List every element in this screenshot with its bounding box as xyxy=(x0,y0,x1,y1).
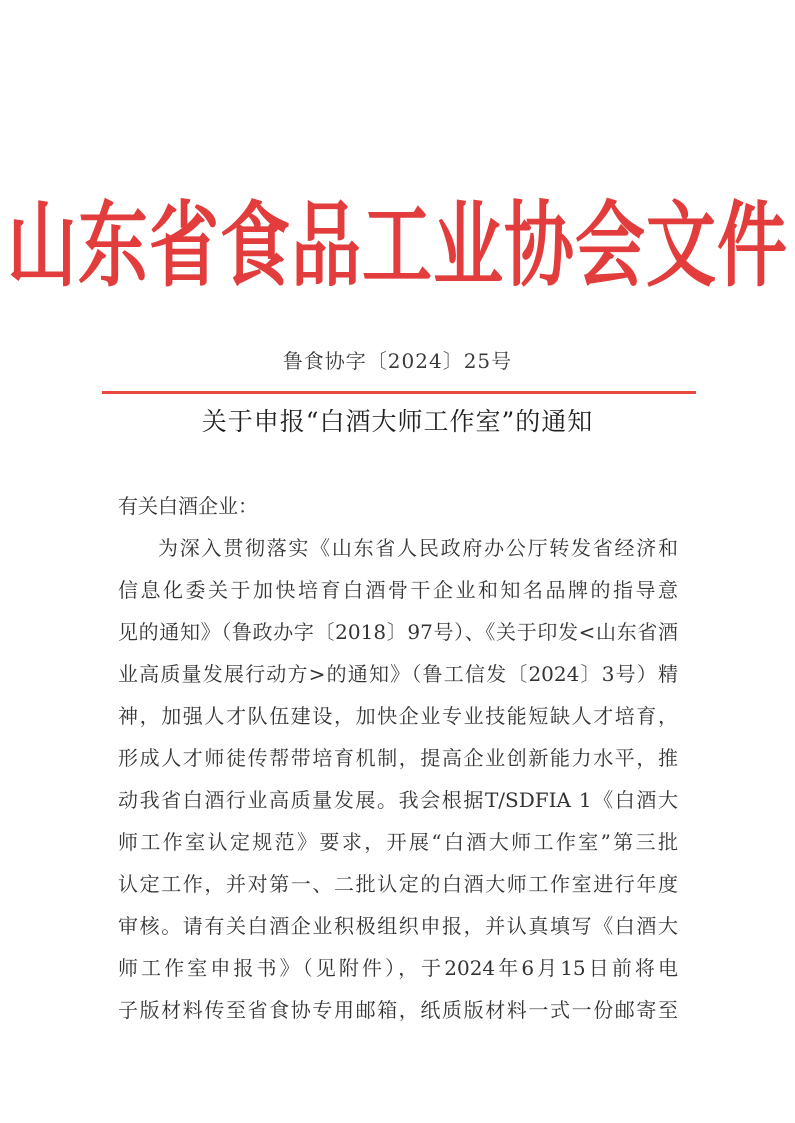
document-number: 鲁食协字〔2024〕25号 xyxy=(282,349,513,373)
issuer-masthead: 山东省食品工业协会文件 xyxy=(7,190,788,301)
body-line: 动我省白酒行业高质量发展。我会根据T/SDFIA 1《白酒大 xyxy=(118,788,678,812)
body-line: 信息化委关于加快培育白酒骨干企业和知名品牌的指导意 xyxy=(118,578,678,602)
body-line: 业高质量发展行动方>的通知》（鲁工信发〔2024〕3号）精 xyxy=(118,662,678,686)
body-line: 形成人才师徒传帮带培育机制，提高企业创新能力水平，推 xyxy=(118,746,678,770)
body-line: 审核。请有关白酒企业积极组织申报，并认真填写《白酒大 xyxy=(118,914,678,938)
body-line: 见的通知》（鲁政办字〔2018〕97号）、《关于印发<山东省酒 xyxy=(118,620,678,644)
notice-title: 关于申报“白酒大师工作室”的通知 xyxy=(201,407,594,436)
salutation: 有关白酒企业： xyxy=(118,494,258,518)
body-line: 为深入贯彻落实《山东省人民政府办公厅转发省经济和 xyxy=(158,536,678,560)
body-line: 子版材料传至省食协专用邮箱，纸质版材料一式一份邮寄至 xyxy=(118,998,678,1022)
body-line: 师工作室申报书》（见附件），于2024年6月15日前将电 xyxy=(118,956,678,980)
body-line: 认定工作，并对第一、二批认定的白酒大师工作室进行年度 xyxy=(118,872,678,896)
red-divider-line xyxy=(102,391,696,394)
body-line: 神，加强人才队伍建设，加快企业专业技能短缺人才培育， xyxy=(118,704,678,728)
body-line: 师工作室认定规范》要求，开展“白酒大师工作室”第三批 xyxy=(118,830,678,854)
notice-body xyxy=(118,527,678,1031)
